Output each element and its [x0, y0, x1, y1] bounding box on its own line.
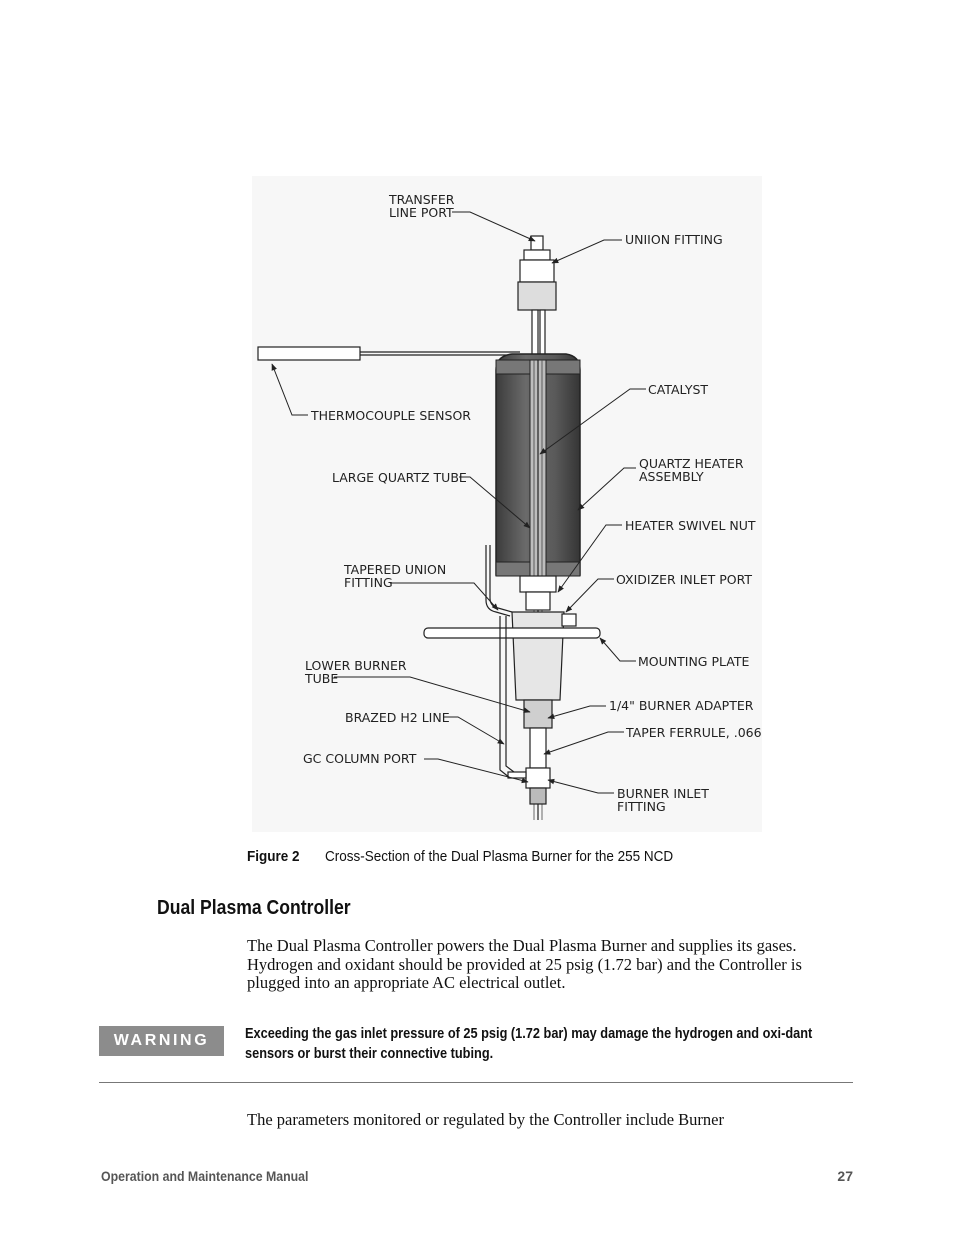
label-large-quartz-tube: LARGE QUARTZ TUBE: [332, 470, 467, 485]
label-heater-swivel-nut: HEATER SWIVEL NUT: [625, 518, 756, 533]
label-burner-inlet: BURNER INLET: [617, 786, 709, 801]
footer-manual-title: Operation and Maintenance Manual: [101, 1168, 309, 1184]
body-paragraph: The Dual Plasma Controller powers the Dual Plasma Burner and supplies its gases. Hydrogen and oxidant should be provided at 25 psig (1.72 bar) and the Controller is plugged into an appropriate AC electrical outlet.: [247, 936, 802, 992]
label-transfer-line-port: TRANSFER: [389, 192, 455, 207]
divider: [99, 1082, 853, 1083]
label-union-fitting: UNIION FITTING: [625, 232, 723, 247]
label-lower-burner: LOWER BURNER: [305, 658, 407, 673]
body-paragraph-continued: The parameters monitored or regulated by the Controller include Burner: [247, 1110, 724, 1129]
label-burner-inlet-2: FITTING: [617, 799, 666, 814]
label-gc-column-port: GC COLUMN PORT: [303, 751, 417, 766]
label-thermocouple-sensor: THERMOCOUPLE SENSOR: [311, 408, 471, 423]
figure-caption-number: Figure 2: [247, 848, 300, 865]
label-tapered-union-2: FITTING: [344, 575, 393, 590]
label-taper-ferrule: TAPER FERRULE, .066: [626, 725, 762, 740]
burner-cross-section-figure: [252, 176, 762, 832]
label-brazed-h2-line: BRAZED H2 LINE: [345, 710, 450, 725]
label-oxidizer-inlet-port: OXIDIZER INLET PORT: [616, 572, 753, 587]
page-number: 27: [837, 1168, 853, 1184]
warning-badge: WARNING: [99, 1026, 224, 1056]
label-lower-burner-2: TUBE: [305, 671, 339, 686]
label-tapered-union: TAPERED UNION: [344, 562, 447, 577]
section-heading: Dual Plasma Controller: [157, 897, 351, 919]
label-burner-adapter: 1/4" BURNER ADAPTER: [609, 698, 754, 713]
figure-caption-text: Cross-Section of the Dual Plasma Burner for the 255 NCD: [325, 848, 674, 865]
label-quartz-heater: QUARTZ HEATER: [639, 456, 744, 471]
warning-text: Exceeding the gas inlet pressure of 25 psig (1.72 bar) may damage the hydrogen and oxi-dant sensors or burst their connective tubing.: [245, 1026, 813, 1062]
label-transfer-line-port-2: LINE PORT: [389, 205, 454, 220]
label-quartz-heater-2: ASSEMBLY: [639, 469, 704, 484]
label-mounting-plate: MOUNTING PLATE: [638, 654, 750, 669]
label-catalyst: CATALYST: [648, 382, 709, 397]
